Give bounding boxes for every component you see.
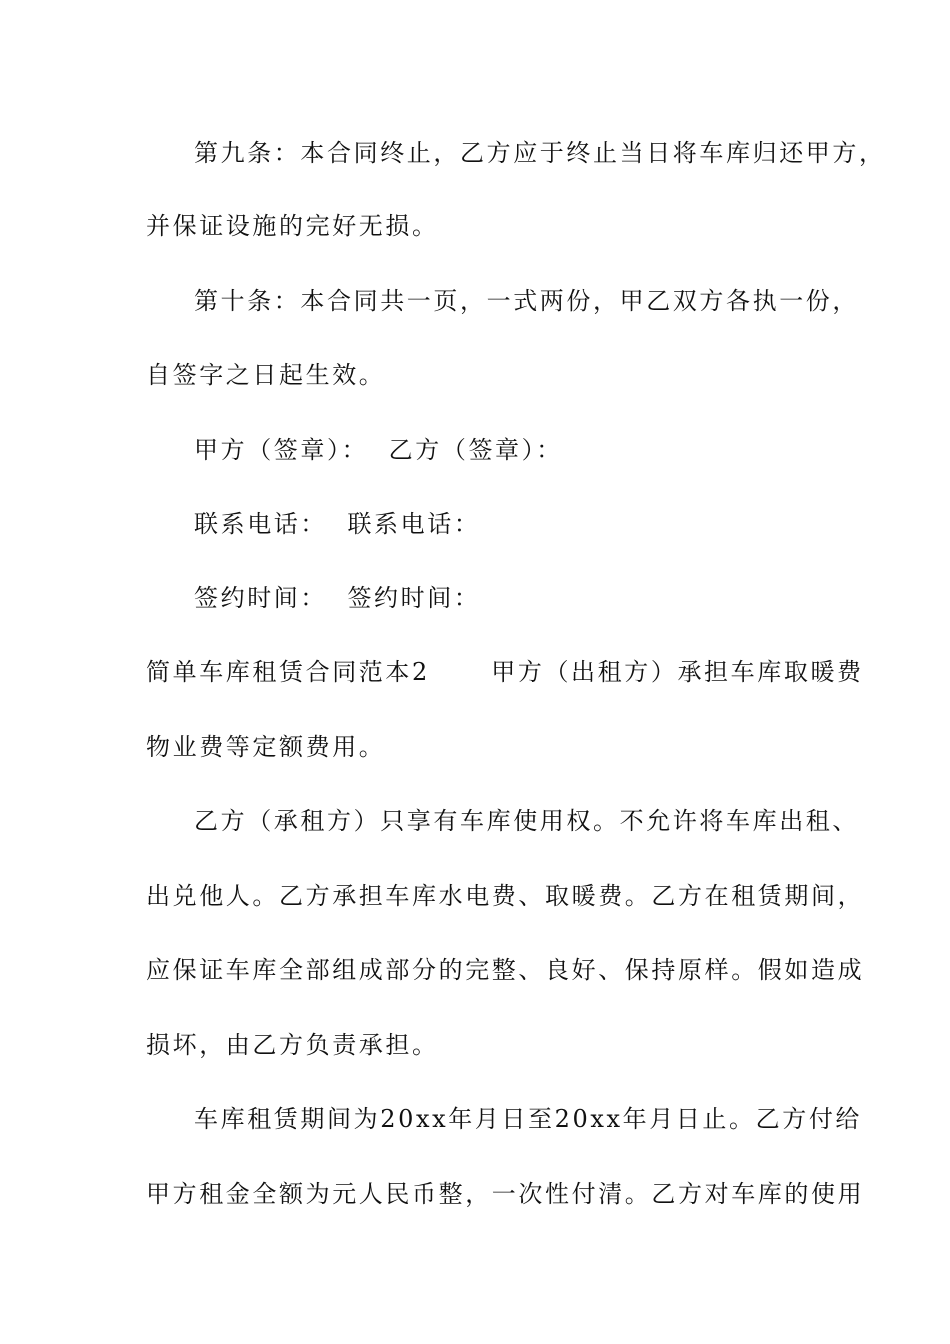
phone-line: 联系电话： 联系电话：: [194, 510, 481, 538]
paragraph-line: 甲方租金全额为元人民币整，一次性付清。乙方对车库的使用: [146, 1180, 865, 1208]
paragraph-line: 出兑他人。乙方承担车库水电费、取暖费。乙方在租赁期间，: [146, 882, 865, 910]
clause-9-line-2: 并保证设施的完好无损。: [146, 212, 439, 240]
paragraph-line: 乙方（承租方）只享有车库使用权。不允许将车库出租、: [194, 807, 859, 835]
paragraph-line: 车库租赁期间为20xx年月日至20xx年月日止。乙方付给: [194, 1105, 863, 1133]
paragraph-line: 损坏，由乙方负责承担。: [146, 1031, 439, 1059]
sign-date-line: 签约时间： 签约时间：: [194, 584, 481, 612]
signature-line: 甲方（签章）： 乙方（签章）：: [194, 436, 563, 464]
section-2-title-line: 简单车库租赁合同范本2 甲方（出租方）承担车库取暖费: [146, 658, 864, 686]
paragraph-line: 应保证车库全部组成部分的完整、良好、保持原样。假如造成: [146, 956, 865, 984]
clause-9-line-1: 第九条：本合同终止，乙方应于终止当日将车库归还甲方，: [194, 139, 886, 167]
clause-10-line-2: 自签字之日起生效。: [146, 361, 386, 389]
clause-10-line-1: 第十条：本合同共一页，一式两份，甲乙双方各执一份，: [194, 287, 859, 315]
paragraph-line: 物业费等定额费用。: [146, 733, 386, 761]
